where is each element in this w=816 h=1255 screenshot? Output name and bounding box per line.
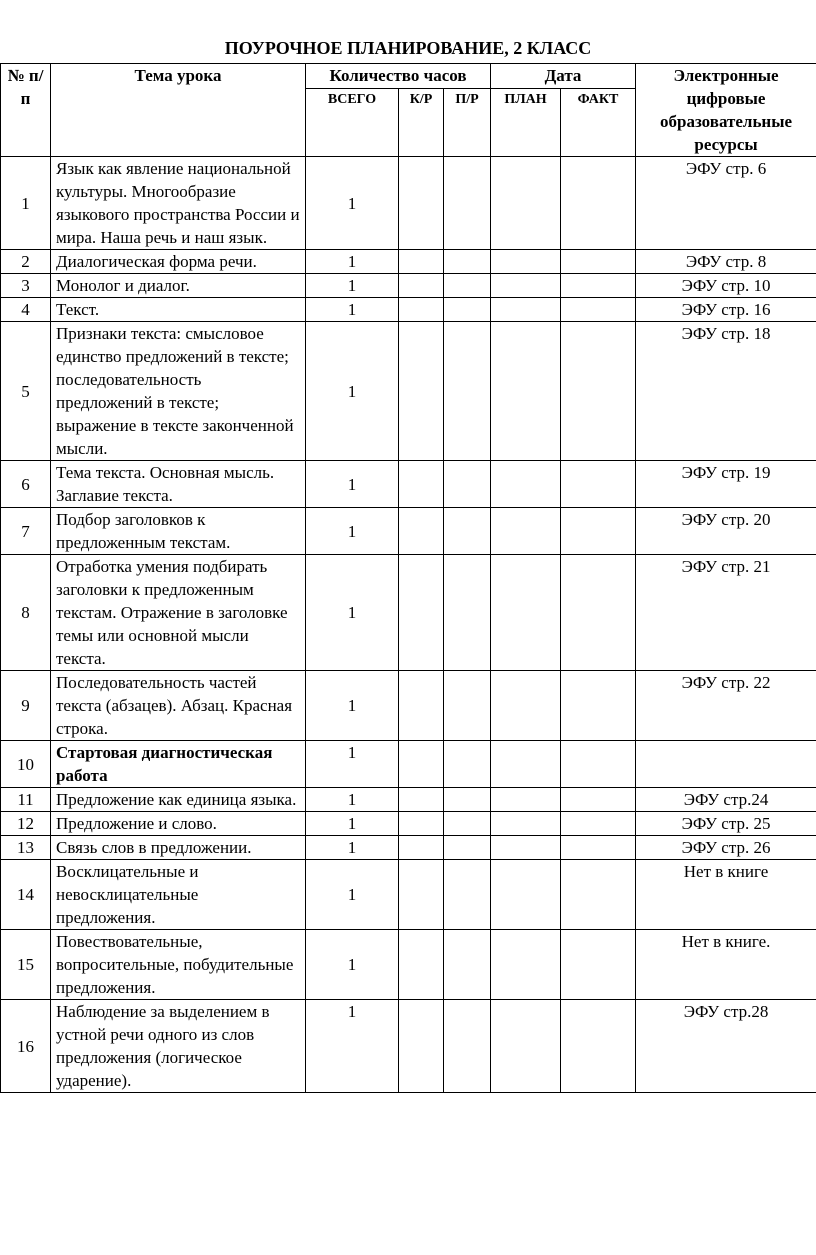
date-plan bbox=[491, 555, 561, 671]
header-topic: Тема урока bbox=[51, 64, 306, 157]
lesson-topic: Язык как явление национальной культуры. Многообразие языкового пространства России и мира. Наша речь и наш язык. bbox=[51, 157, 306, 250]
lesson-topic: Предложение как единица языка. bbox=[51, 788, 306, 812]
table-row bbox=[1, 788, 816, 812]
row-number: 7 bbox=[1, 508, 51, 555]
date-plan bbox=[491, 274, 561, 298]
date-plan bbox=[491, 508, 561, 555]
hours-kr bbox=[399, 860, 444, 930]
date-fact bbox=[561, 788, 636, 812]
date-fact bbox=[561, 555, 636, 671]
hours-total: 1 bbox=[306, 930, 399, 1000]
lesson-topic: Подбор заголовков к предложенным текстам. bbox=[51, 508, 306, 555]
hours-total: 1 bbox=[306, 836, 399, 860]
date-plan bbox=[491, 322, 561, 461]
resource-link: ЭФУ стр. 16 bbox=[636, 298, 816, 322]
lesson-topic: Тема текста. Основная мысль. Заглавие текста. bbox=[51, 461, 306, 508]
row-number: 11 bbox=[1, 788, 51, 812]
table-row bbox=[1, 322, 816, 461]
row-number: 1 bbox=[1, 157, 51, 250]
header-total: ВСЕГО bbox=[306, 89, 399, 157]
row-number: 14 bbox=[1, 860, 51, 930]
date-fact bbox=[561, 157, 636, 250]
date-plan bbox=[491, 671, 561, 741]
resource-link: ЭФУ стр.24 bbox=[636, 788, 816, 812]
date-plan bbox=[491, 298, 561, 322]
hours-pr bbox=[444, 671, 491, 741]
page-title: ПОУРОЧНОЕ ПЛАНИРОВАНИЕ, 2 КЛАСС bbox=[224, 38, 592, 58]
header-plan: ПЛАН bbox=[491, 89, 561, 157]
hours-total: 1 bbox=[306, 671, 399, 741]
hours-kr bbox=[399, 508, 444, 555]
resource-link: ЭФУ стр. 19 bbox=[636, 461, 816, 508]
date-fact bbox=[561, 508, 636, 555]
table-row bbox=[1, 508, 816, 555]
resource-link: ЭФУ стр. 25 bbox=[636, 812, 816, 836]
hours-kr bbox=[399, 812, 444, 836]
lesson-topic: Восклицательные и невосклицательные предложения. bbox=[51, 860, 306, 930]
hours-pr bbox=[444, 788, 491, 812]
hours-kr bbox=[399, 836, 444, 860]
hours-total: 1 bbox=[306, 298, 399, 322]
resource-link: Нет в книге. bbox=[636, 930, 816, 1000]
lesson-topic: Стартовая диагностическая работа bbox=[51, 741, 306, 788]
row-number: 9 bbox=[1, 671, 51, 741]
resource-link bbox=[636, 741, 816, 788]
lesson-topic: Предложение и слово. bbox=[51, 812, 306, 836]
header-pr: П/Р bbox=[444, 89, 491, 157]
header-fact: ФАКТ bbox=[561, 89, 636, 157]
lesson-topic: Наблюдение за выделением в устной речи одного из слов предложения (логическое ударение). bbox=[51, 1000, 306, 1093]
resource-link: Нет в книге bbox=[636, 860, 816, 930]
table-row bbox=[1, 741, 816, 788]
row-number: 3 bbox=[1, 274, 51, 298]
date-plan bbox=[491, 836, 561, 860]
resource-link: ЭФУ стр.28 bbox=[636, 1000, 816, 1093]
hours-total: 1 bbox=[306, 812, 399, 836]
lesson-topic: Признаки текста: смысловое единство предложений в тексте; последовательность предложений в тексте; выражение в тексте законченной мысли. bbox=[51, 322, 306, 461]
lesson-topic: Последовательность частей текста (абзацев). Абзац. Красная строка. bbox=[51, 671, 306, 741]
hours-pr bbox=[444, 298, 491, 322]
header-num: № п/п bbox=[1, 64, 51, 157]
date-fact bbox=[561, 812, 636, 836]
table-row bbox=[1, 555, 816, 671]
date-plan bbox=[491, 157, 561, 250]
hours-kr bbox=[399, 157, 444, 250]
hours-kr bbox=[399, 671, 444, 741]
table-row bbox=[1, 298, 816, 322]
date-plan bbox=[491, 250, 561, 274]
date-plan bbox=[491, 1000, 561, 1093]
date-fact bbox=[561, 930, 636, 1000]
hours-kr bbox=[399, 461, 444, 508]
hours-kr bbox=[399, 274, 444, 298]
hours-pr bbox=[444, 930, 491, 1000]
lesson-plan-table bbox=[0, 63, 816, 1093]
hours-total: 1 bbox=[306, 741, 399, 788]
hours-pr bbox=[444, 274, 491, 298]
hours-kr bbox=[399, 1000, 444, 1093]
lesson-topic: Монолог и диалог. bbox=[51, 274, 306, 298]
header-date: Дата bbox=[491, 64, 636, 89]
table-row bbox=[1, 671, 816, 741]
hours-kr bbox=[399, 555, 444, 671]
date-plan bbox=[491, 930, 561, 1000]
table-row bbox=[1, 461, 816, 508]
row-number: 5 bbox=[1, 322, 51, 461]
row-number: 13 bbox=[1, 836, 51, 860]
table-row bbox=[1, 836, 816, 860]
row-number: 6 bbox=[1, 461, 51, 508]
hours-pr bbox=[444, 508, 491, 555]
hours-pr bbox=[444, 836, 491, 860]
hours-pr bbox=[444, 860, 491, 930]
resource-link: ЭФУ стр. 18 bbox=[636, 322, 816, 461]
hours-pr bbox=[444, 157, 491, 250]
resource-link: ЭФУ стр. 22 bbox=[636, 671, 816, 741]
hours-total: 1 bbox=[306, 250, 399, 274]
resource-link: ЭФУ стр. 8 bbox=[636, 250, 816, 274]
hours-kr bbox=[399, 250, 444, 274]
row-number: 4 bbox=[1, 298, 51, 322]
table-row bbox=[1, 812, 816, 836]
hours-total: 1 bbox=[306, 555, 399, 671]
hours-total: 1 bbox=[306, 788, 399, 812]
date-fact bbox=[561, 860, 636, 930]
resource-link: ЭФУ стр. 6 bbox=[636, 157, 816, 250]
hours-total: 1 bbox=[306, 508, 399, 555]
table-row bbox=[1, 930, 816, 1000]
hours-kr bbox=[399, 298, 444, 322]
lesson-topic: Отработка умения подбирать заголовки к предложенным текстам. Отражение в заголовке темы или основной мысли текста. bbox=[51, 555, 306, 671]
hours-total: 1 bbox=[306, 461, 399, 508]
hours-kr bbox=[399, 930, 444, 1000]
hours-kr bbox=[399, 741, 444, 788]
date-fact bbox=[561, 741, 636, 788]
header-kr: К/Р bbox=[399, 89, 444, 157]
row-number: 16 bbox=[1, 1000, 51, 1093]
hours-total: 1 bbox=[306, 1000, 399, 1093]
hours-pr bbox=[444, 812, 491, 836]
hours-pr bbox=[444, 1000, 491, 1093]
table-row bbox=[1, 274, 816, 298]
hours-total: 1 bbox=[306, 322, 399, 461]
header-hours: Количество часов bbox=[306, 64, 491, 89]
lesson-topic: Связь слов в предложении. bbox=[51, 836, 306, 860]
resource-link: ЭФУ стр. 21 bbox=[636, 555, 816, 671]
resource-link: ЭФУ стр. 26 bbox=[636, 836, 816, 860]
lesson-topic: Текст. bbox=[51, 298, 306, 322]
date-fact bbox=[561, 1000, 636, 1093]
hours-kr bbox=[399, 322, 444, 461]
hours-total: 1 bbox=[306, 157, 399, 250]
date-fact bbox=[561, 836, 636, 860]
lesson-topic: Диалогическая форма речи. bbox=[51, 250, 306, 274]
date-plan bbox=[491, 461, 561, 508]
date-fact bbox=[561, 322, 636, 461]
date-fact bbox=[561, 461, 636, 508]
table-row bbox=[1, 157, 816, 250]
resource-link: ЭФУ стр. 10 bbox=[636, 274, 816, 298]
date-plan bbox=[491, 741, 561, 788]
row-number: 10 bbox=[1, 741, 51, 788]
date-fact bbox=[561, 250, 636, 274]
date-plan bbox=[491, 788, 561, 812]
hours-pr bbox=[444, 250, 491, 274]
table-row bbox=[1, 1000, 816, 1093]
date-plan bbox=[491, 860, 561, 930]
hours-pr bbox=[444, 461, 491, 508]
table-row bbox=[1, 250, 816, 274]
date-plan bbox=[491, 812, 561, 836]
row-number: 15 bbox=[1, 930, 51, 1000]
row-number: 12 bbox=[1, 812, 51, 836]
hours-pr bbox=[444, 555, 491, 671]
hours-pr bbox=[444, 741, 491, 788]
date-fact bbox=[561, 298, 636, 322]
hours-total: 1 bbox=[306, 274, 399, 298]
row-number: 8 bbox=[1, 555, 51, 671]
hours-total: 1 bbox=[306, 860, 399, 930]
hours-pr bbox=[444, 322, 491, 461]
date-fact bbox=[561, 274, 636, 298]
table-row bbox=[1, 860, 816, 930]
header-resources: Электронные цифровые образовательные ресурсы bbox=[636, 64, 816, 157]
row-number: 2 bbox=[1, 250, 51, 274]
date-fact bbox=[561, 671, 636, 741]
resource-link: ЭФУ стр. 20 bbox=[636, 508, 816, 555]
hours-kr bbox=[399, 788, 444, 812]
lesson-topic: Повествовательные, вопросительные, побудительные предложения. bbox=[51, 930, 306, 1000]
